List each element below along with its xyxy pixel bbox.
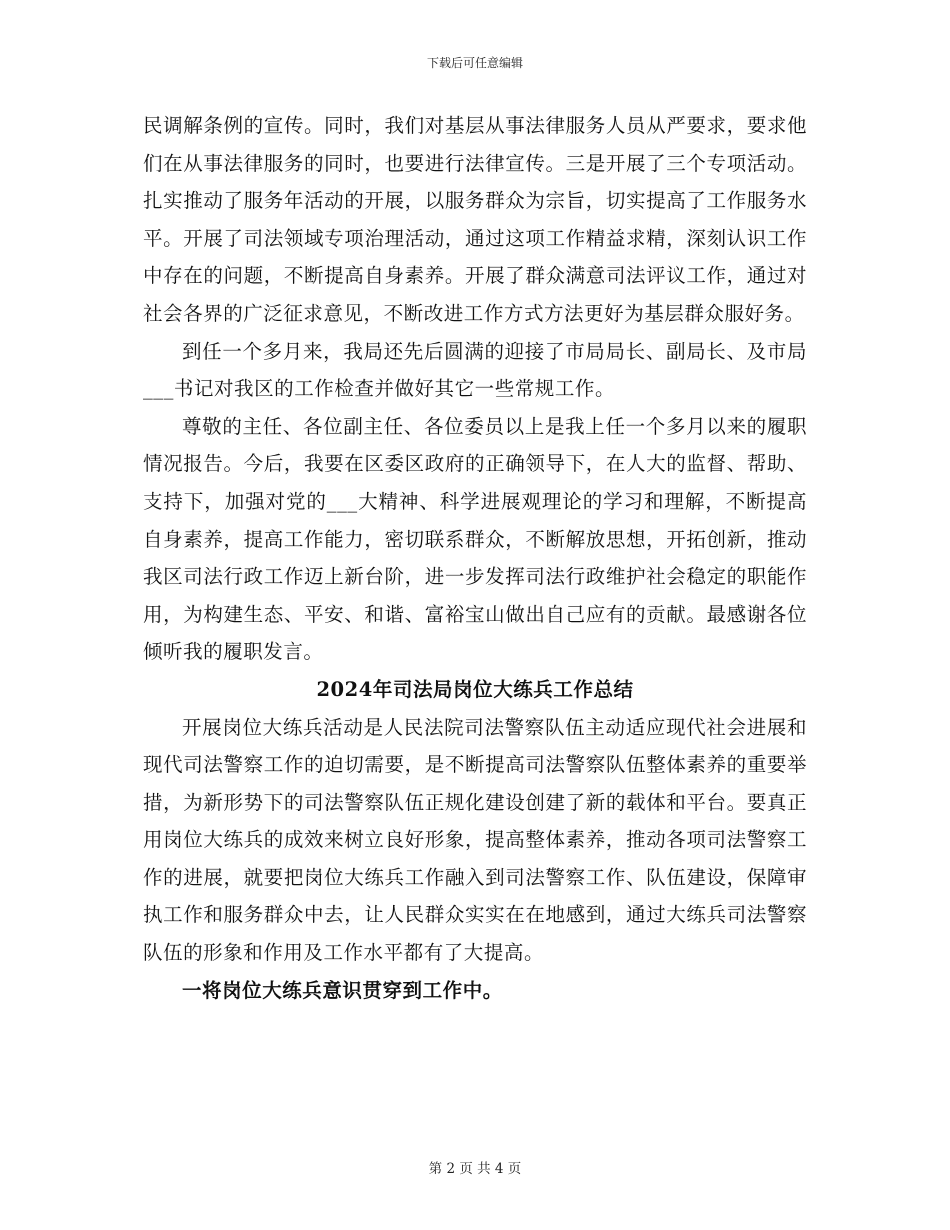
- body-paragraph-inspection: 到任一个多月来，我局还先后圆满的迎接了市局局长、副局长、及市局___书记对我区的工作检查并做好其它一些常规工作。: [143, 339, 807, 401]
- section-paragraph: 开展岗位大练兵活动是人民法院司法警察队伍主动适应现代社会进展和现代司法警察工作的迫切需要，是不断提高司法警察队伍整体素养的重要举措，为新形势下的司法警察队伍正规化建设创建了新的载体和平台。要真正用岗位大练兵的成效来树立良好形象，提高整体素养，推动各项司法警察工作的进展，就要把岗位大练兵工作融入到司法警察工作、队伍建设，保障审执工作和服务群众中去，让人民群众实实在在地感到，通过大练兵司法警察队伍的形象和作用及工作水平都有了大提高。: [143, 715, 807, 965]
- document-body: [143, 107, 807, 1009]
- section-title: 2024年司法局岗位大练兵工作总结: [316, 677, 634, 701]
- body-paragraph-continued: 民调解条例的宣传。同时，我们对基层从事法律服务人员从严要求，要求他们在从事法律服务的同时，也要进行法律宣传。三是开展了三个专项活动。扎实推动了服务年活动的开展，以服务群众为宗旨，切实提高了工作服务水平。开展了司法领域专项治理活动，通过这项工作精益求精，深刻认识工作中存在的问题，不断提高自身素养。开展了群众满意司法评议工作，通过对社会各界的广泛征求意见，不断改进工作方式方法更好为基层群众服好务。: [143, 114, 807, 325]
- page-number-footer: 第 2 页 共 4 页: [428, 1161, 522, 1177]
- page-header: 下载后可任意编辑: [426, 56, 523, 70]
- body-paragraph-report-closing: 尊敬的主任、各位副主任、各位委员以上是我上任一个多月以来的履职情况报告。今后，我要在区委区政府的正确领导下，在人大的监督、帮助、支持下，加强对党的___大精神、科学进展观理论的学习和理解，不断提高自身素养，提高工作能力，密切联系群众，不断解放思想，开拓创新，推动我区司法行政工作迈上新台阶，进一步发挥司法行政维护社会稳定的职能作用，为构建生态、平安、和谐、富裕宝山做出自己应有的贡献。最感谢各位倾听我的履职发言。: [143, 414, 807, 664]
- section-subheading: 一将岗位大练兵意识贯穿到工作中。: [182, 978, 503, 1002]
